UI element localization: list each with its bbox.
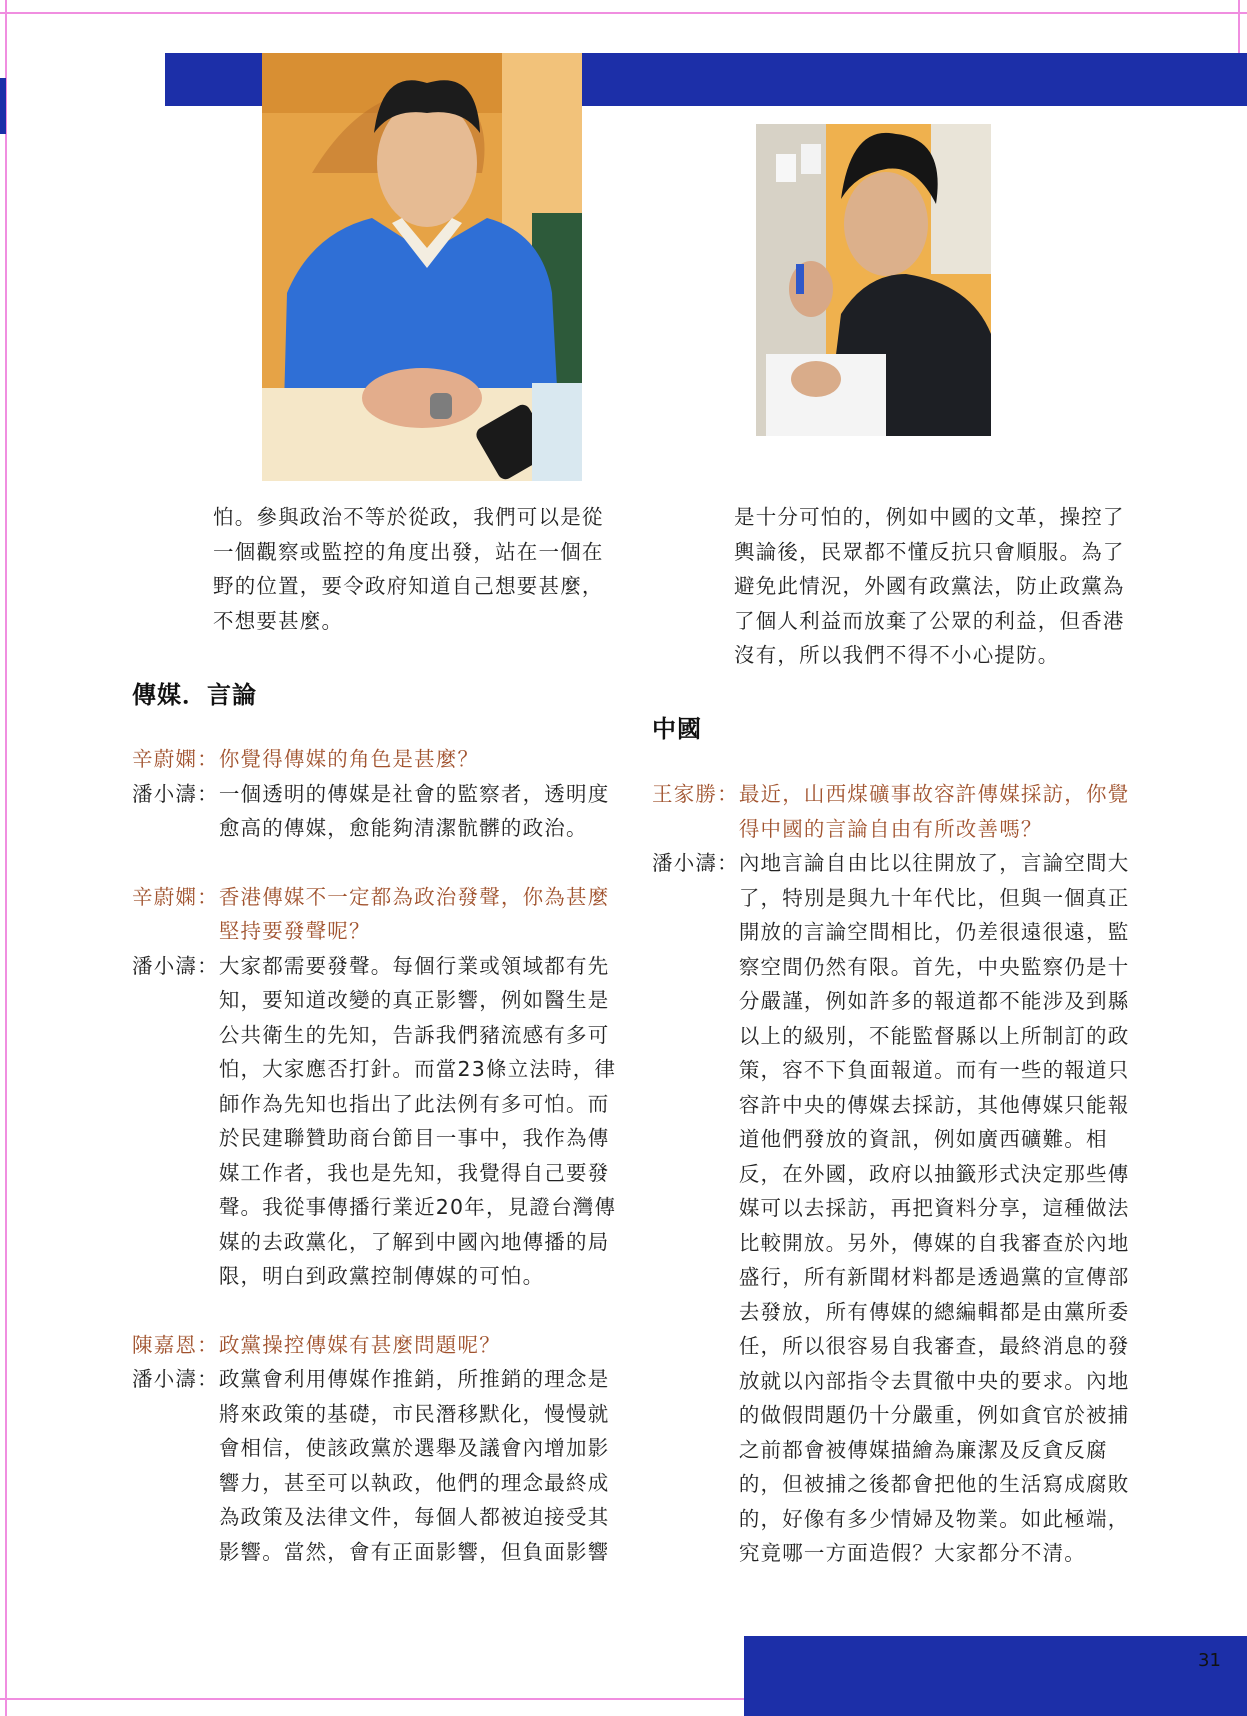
text-line: 了個人利益而放棄了公眾的利益，但香港 <box>734 608 1125 633</box>
question-item <box>132 1328 617 1363</box>
text-line: 開放的言論空間相比，仍差很遠很遠，監 <box>738 920 1130 944</box>
text-line: 為政策及法律文件，每個人都被迫接受其 <box>218 1505 610 1529</box>
text-line: 你覺得傳媒的角色是甚麼？ <box>218 747 480 771</box>
text-line: 響力，甚至可以執政，他們的理念最終成 <box>218 1470 610 1495</box>
text-line: 於民建聯贊助商台節目一事中，我作為傳 <box>218 1126 610 1150</box>
text-line: 媒工作者，我也是先知，我覺得自己要發 <box>218 1160 610 1185</box>
text-line: 野的位置，要令政府知道自己想要甚麼， <box>213 574 604 598</box>
text-line: 是十分可怕的，例如中國的文革，操控了 <box>734 505 1125 529</box>
text-line: 究竟哪一方面造假？大家都分不清。 <box>738 1541 1087 1565</box>
text-line: 怕，大家應否打針。而當23條立法時，律 <box>218 1057 617 1081</box>
speaker-name: 辛蔚嫻： <box>132 884 219 909</box>
trim-line-right <box>1238 0 1240 60</box>
text-line: 香港傳媒不一定都為政治發聲，你為甚麼 <box>218 884 610 909</box>
text-line: 盛行，所有新聞材料都是透過黨的宣傳部 <box>738 1265 1130 1289</box>
speaker-name: 王家勝： <box>652 782 739 806</box>
text-line: 之前都會被傳媒描繪為廉潔及反貪反腐 <box>738 1437 1108 1462</box>
text-line: 察空間仍然有限。首先，中央監察仍是十 <box>738 954 1130 979</box>
photo-student <box>756 124 991 436</box>
page-number: 31 <box>1198 1650 1221 1671</box>
right-interview-qa <box>652 777 1142 1571</box>
text-line: 將來政策的基礎，市民潛移默化，慢慢就 <box>218 1401 610 1426</box>
question-item <box>132 742 617 777</box>
text-line: 聲。我從事傳播行業近20年，見證台灣傳 <box>218 1195 617 1219</box>
text-line: 去發放，所有傳媒的總編輯都是由黨所委 <box>738 1299 1130 1324</box>
text-line: 策，容不下負面報道。而有一些的報道只 <box>738 1058 1130 1082</box>
speaker-name: 陳嘉恩： <box>132 1332 219 1357</box>
text-line: 堅持要發聲呢？ <box>218 919 371 943</box>
speaker-name: 潘小濤： <box>132 1367 219 1391</box>
answer-text <box>219 949 617 1294</box>
answer-text <box>739 846 1142 1571</box>
text-line: 反，在外國，政府以抽籤形式決定那些傳 <box>738 1161 1130 1186</box>
text-line: 師作為先知也指出了此法例有多可怕。而 <box>218 1091 610 1116</box>
text-line: 道他們發放的資訊，例如廣西礦難。相 <box>738 1127 1108 1151</box>
right-intro-paragraph <box>734 500 1134 673</box>
text-line: 限，明白到政黨控制傳媒的可怕。 <box>218 1264 545 1288</box>
left-interview-qa <box>132 742 617 1569</box>
text-line: 一個透明的傳媒是社會的監察者，透明度 <box>218 781 610 806</box>
text-line: 的，但被捕之後都會把他的生活寫成腐敗 <box>738 1472 1130 1496</box>
trim-line-top <box>0 12 1247 14</box>
text-line: 容許中央的傳媒去採訪，其他傳媒只能報 <box>738 1092 1130 1117</box>
text-line: 以上的級別，不能監督縣以上所制訂的政 <box>738 1023 1130 1048</box>
left-edge-blue-tab <box>0 78 6 134</box>
text-line: 政黨會利用傳媒作推銷，所推銷的理念是 <box>218 1367 610 1391</box>
speaker-name: 辛蔚嫻： <box>132 747 219 771</box>
text-line: 放就以內部指令去貫徹中央的要求。內地 <box>738 1368 1130 1393</box>
answer-text <box>219 1362 617 1569</box>
text-line: 比較開放。另外，傳媒的自我審查於內地 <box>738 1230 1130 1255</box>
text-line: 了，特別是與九十年代比，但與一個真正 <box>738 885 1130 910</box>
speaker-name: 潘小濤： <box>652 851 739 875</box>
text-line: 避免此情況，外國有政黨法，防止政黨為 <box>734 574 1125 598</box>
text-line: 政黨操控傳媒有甚麼問題呢？ <box>218 1332 501 1357</box>
text-line: 大家都需要發聲。每個行業或領域都有先 <box>218 953 610 978</box>
photo-interviewee <box>262 53 582 481</box>
question-item <box>652 777 1142 846</box>
text-line: 怕。參與政治不等於從政，我們可以是從 <box>213 505 604 529</box>
text-line: 不想要甚麼。 <box>213 608 344 633</box>
text-line: 的做假問題仍十分嚴重，例如貪官於被捕 <box>738 1403 1130 1427</box>
text-line: 知，要知道改變的真正影響，例如醫生是 <box>218 988 610 1012</box>
answer-item <box>652 846 1142 1571</box>
left-intro-paragraph <box>213 500 613 638</box>
speaker-name: 潘小濤： <box>132 953 219 978</box>
question-text <box>739 777 1142 846</box>
text-line: 內地言論自由比以往開放了，言論空間大 <box>738 851 1130 875</box>
question-item <box>132 880 617 949</box>
answer-text <box>219 777 617 846</box>
text-line: 最近，山西煤礦事故容許傳媒採訪，你覺 <box>738 782 1130 806</box>
text-line: 的，好像有多少情婦及物業。如此極端， <box>738 1506 1130 1531</box>
text-line: 媒的去政黨化，了解到中國內地傳播的局 <box>218 1229 610 1254</box>
text-line: 輿論後，民眾都不懂反抗只會順服。為了 <box>734 539 1125 564</box>
answer-item <box>132 777 617 846</box>
section-title-media: 傳媒．言論 <box>132 680 257 709</box>
trim-line-left <box>5 0 7 1716</box>
text-line: 公共衛生的先知，告訴我們豬流感有多可 <box>218 1022 610 1047</box>
question-text <box>219 880 617 949</box>
answer-item <box>132 1362 617 1569</box>
text-line: 得中國的言論自由有所改善嗎？ <box>738 816 1043 841</box>
text-line: 分嚴謹，例如許多的報道都不能涉及到縣 <box>738 989 1130 1013</box>
text-line: 沒有，所以我們不得不小心提防。 <box>734 643 1060 667</box>
text-line: 會相信，使該政黨於選舉及議會內增加影 <box>218 1436 610 1460</box>
section-title-china: 中國 <box>652 714 702 743</box>
text-line: 任，所以很容易自我審查，最終消息的發 <box>738 1334 1130 1358</box>
photo-student-image <box>756 124 991 436</box>
speaker-name: 潘小濤： <box>132 781 219 806</box>
footer-blue-bar <box>744 1636 1247 1716</box>
text-line: 媒可以去採訪，再把資料分享，這種做法 <box>738 1196 1130 1220</box>
text-line: 一個觀察或監控的角度出發，站在一個在 <box>213 539 604 564</box>
photo-interviewee-image <box>262 53 582 481</box>
question-text <box>219 1328 617 1363</box>
question-text <box>219 742 617 777</box>
answer-item <box>132 949 617 1294</box>
text-line: 愈高的傳媒，愈能夠清潔骯髒的政治。 <box>218 816 588 840</box>
text-line: 影響。當然，會有正面影響，但負面影響 <box>218 1539 610 1564</box>
